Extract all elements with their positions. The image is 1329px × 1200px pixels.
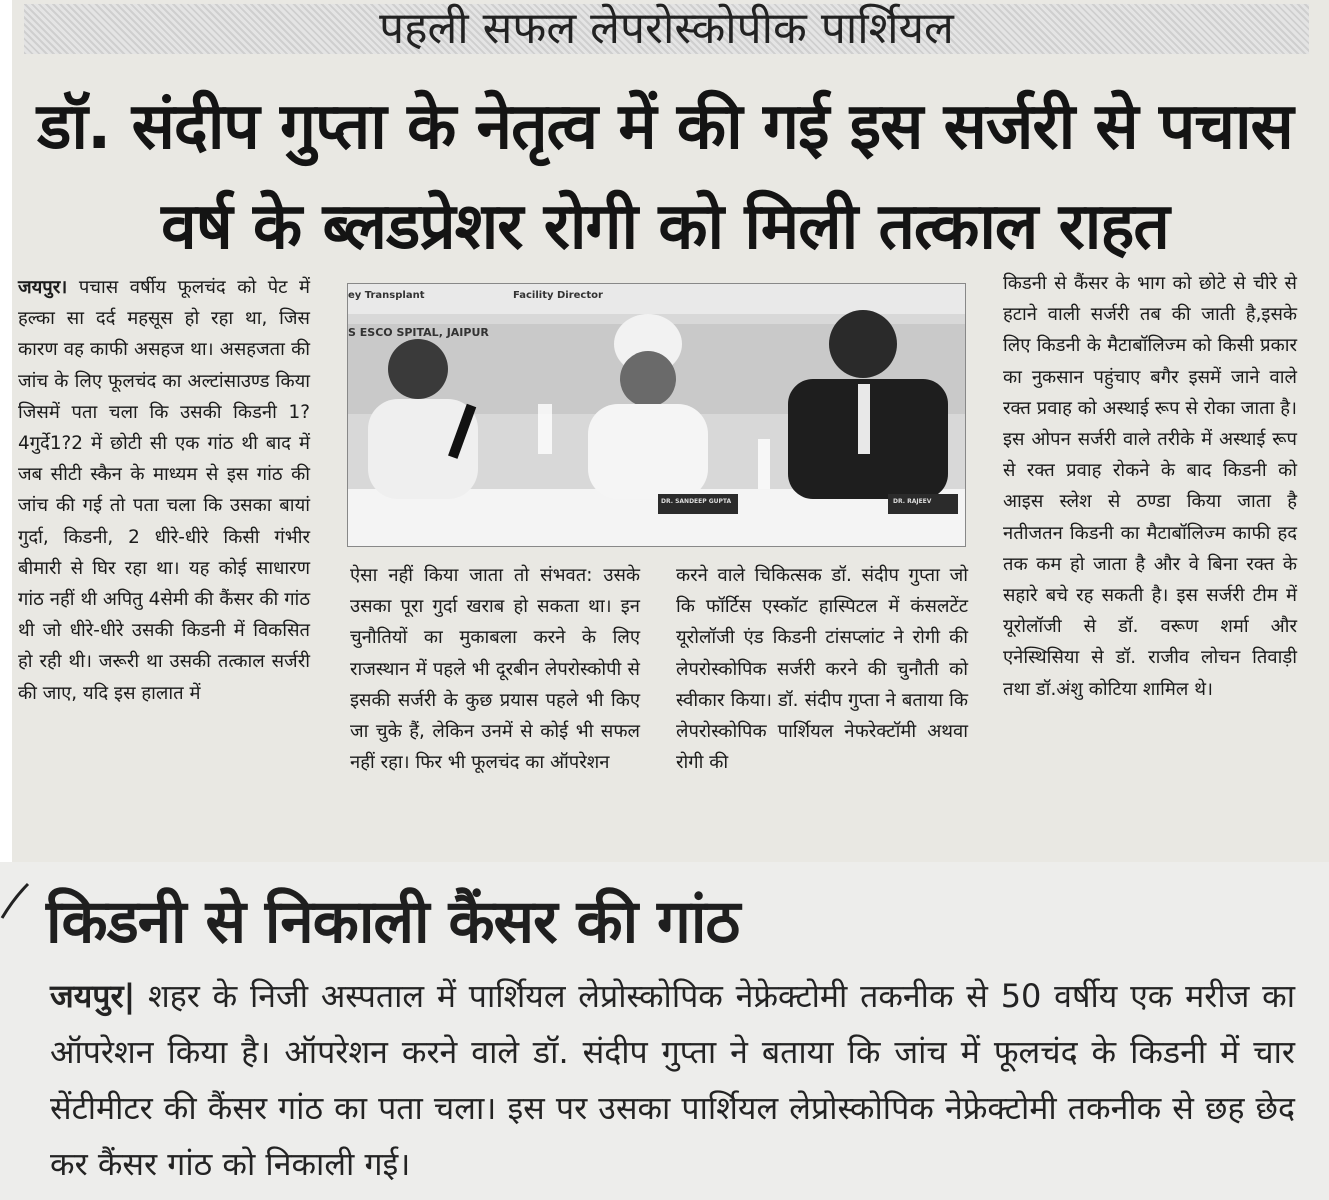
article-column-3: [676, 560, 968, 778]
article-column-2: [350, 560, 640, 778]
photo-banner-mid: Facility Director: [513, 290, 603, 301]
column-3-text: करने वाले चिकित्सक डॉ. संदीप गुप्ता जो कि फॉर्टिस एस्कॉट हास्पिटल में कंसलटेंट यूरोलॉजी एंड किडनी टांसप्लांट ने रोगी की लेपरोस्कोपिक सर्जरी करने की चुनौती को स्वीकार किया। डॉ. संदीप गुप्ता ने बताया कि लेपरोस्कोपिक पार्शियल नेफरेक्टॉमी अथवा रोगी की: [676, 565, 968, 774]
main-headline-line1: डॉ. संदीप गुप्ता के नेतृत्व में की गई इस सर्जरी से पचास: [37, 90, 1293, 164]
second-article-text: शहर के निजी अस्पताल में पार्शियल लेप्रोस्कोपिक नेफ्रेक्टोमी तकनीक से 50 वर्षीय एक मरीज का ऑपरेशन किया है। ऑपरेशन करने वाले डॉ. संदीप गुप्ता ने बताया कि जांच में फूलचंद के किडनी में चार सेंटीमीटर की कैंसर गांठ का पता चला। इस पर उसका पार्शियल लेप्रोस्कोपिक नेफ्रेक्टोमी तकनीक से छह छेद कर कैंसर गांठ को निकाली गई।: [50, 977, 1295, 1183]
nameplate-1: DR. SANDEEP GUPTA: [661, 498, 732, 505]
column-2-text: ऐसा नहीं किया जाता तो संभवत: उसके उसका पूरा गुर्दा खराब हो सकता था। इन चुनौतियों का मुकाबला करने के लिए राजस्थान में पहले भी दूरबीन लेपरोस्कोपी से इसकी सर्जरी के कुछ प्रयास पहले भी किए जा चुके हैं, लेकिन उनमें से कोई भी सफल नहीं रहा। फिर भी फूलचंद का ऑपरेशन: [350, 565, 640, 774]
column-4-text: किडनी से कैंसर के भाग को छोटे से चीरे से हटाने वाली सर्जरी तब की जाती है,इसके लिए किडनी के मैटाबॉलिज्म को किसी प्रकार का नुकसान पहुंचाए बगैर इसमें जाने वाले रक्त प्रवाह को अस्थाई रूप से रोका जाता है। इस ओपन सर्जरी वाले तरीके में अस्थाई रूप से रक्त प्रवाह रोकने के बाद किडनी को आइस स्लेश से ठण्डा किया जाता है नतीजतन किडनी का मैटाबॉलिज्म काफी हद तक कम हो जाता है और वे बिना रक्त के सहारे बचे रह सकती है। इस सर्जरी टीम में यूरोलॉजी से डॉ. वरूण शर्मा और एनेस्थिसिया से डॉ. राजीव लोचन तिवाड़ी तथा डॉ.अंशु कोटिया शामिल थे।: [1003, 273, 1297, 700]
second-dateline: जयपुर|: [50, 977, 136, 1015]
press-conference-photo: [347, 283, 966, 547]
nameplate-2: DR. RAJEEV: [893, 498, 932, 505]
article-column-1: [18, 272, 310, 709]
article-column-4: [1003, 268, 1297, 705]
second-article-body: [50, 968, 1295, 1192]
main-headline-line2: वर्ष के ब्लडप्रेशर रोगी को मिली तत्काल राहत: [161, 190, 1169, 264]
dateline: जयपुर।: [18, 277, 68, 298]
kicker-headline: पहली सफल लेपरोस्कोपीक पार्शियल: [24, 4, 1309, 54]
second-headline: किडनी से निकाली कैंसर की गांठ: [46, 887, 740, 957]
pen-mark-icon: [0, 880, 30, 920]
column-1-text: पचास वर्षीय फूलचंद को पेट में हल्का सा दर्द महसूस हो रहा था, जिस कारण वह काफी असहज था। असहजता की जांच के लिए फूलचंद का अल्टांसाउण्ड किया जिसमें पता चला कि उसकी किडनी 1?4गुर्दे1?2 में छोटी सी एक गांठ थी बाद में जब सीटी स्कैन के माध्यम से इस गांठ की जांच की गई तो पता चला कि उसका बायां गुर्दा, किडनी, 2 धीरे-धीरे किसी गंभीर बीमारी से घिर रहा था। यह कोई साधारण गांठ नहीं थी अपितु 4सेमी की कैंसर की गांठ थी जो धीरे-धीरे उसकी किडनी में विकसित हो रही थी। जरूरी था उसकी तत्काल सर्जरी की जाए, यदि इस हालात में: [18, 277, 310, 704]
photo-banner-left: ey Transplant: [348, 290, 425, 301]
photo-illustration: [348, 284, 965, 546]
photo-banner-sign: S ESCO SPITAL, JAIPUR: [348, 326, 489, 339]
